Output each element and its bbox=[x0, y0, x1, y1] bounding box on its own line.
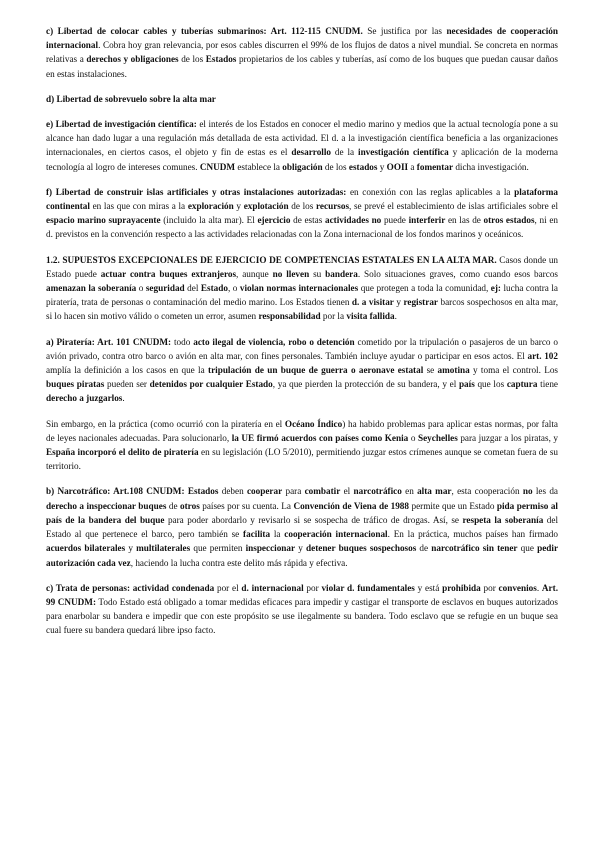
bold-text: detenidos por cualquier Estado bbox=[149, 379, 273, 390]
text: o bbox=[136, 283, 146, 294]
bold-text: espacio marino suprayacente bbox=[46, 215, 161, 226]
text: la bbox=[270, 529, 285, 540]
para-sobrevuelo bbox=[46, 92, 558, 106]
para-investigacion bbox=[46, 117, 558, 174]
bold-text: registrar bbox=[403, 297, 438, 308]
bold-text: actuar contra buques extranjeros bbox=[100, 268, 237, 279]
bold-text: multilaterales bbox=[136, 543, 191, 554]
bold-text: otros estados bbox=[483, 215, 535, 226]
bold-text: Convención de Viena de 1988 bbox=[293, 500, 409, 511]
text: . En la práctica, muchos países han firmado bbox=[387, 529, 558, 540]
bold-text: prohibida bbox=[442, 582, 481, 593]
bold-text: Seychelles bbox=[417, 432, 458, 443]
text: países por su cuenta. La bbox=[199, 500, 294, 511]
text: barcos sospechosos en alta mar, si lo hacen sin motivo válido o cometen un error, asumen bbox=[46, 297, 558, 322]
text: Casos donde un Estado puede bbox=[46, 254, 559, 279]
text: y bbox=[393, 297, 404, 308]
text: deben bbox=[218, 486, 247, 497]
text: para bbox=[282, 486, 305, 497]
text: en las de bbox=[445, 215, 484, 226]
bold-text: estados bbox=[348, 161, 378, 172]
bold-text: Estado bbox=[200, 283, 228, 294]
bold-text: violan normas internacionales bbox=[239, 283, 359, 294]
bold-text: derechos y obligaciones bbox=[86, 54, 179, 65]
text: , haciendo la lucha contra este delito más rápida y efectiva. bbox=[130, 557, 348, 568]
bold-text: inspeccionar bbox=[245, 543, 296, 554]
bold-text: cooperar bbox=[246, 486, 283, 497]
bold-text: responsabilidad bbox=[258, 311, 321, 322]
bold-text: plataforma continental bbox=[46, 186, 558, 212]
bold-text: interferir bbox=[408, 215, 446, 226]
bold-text: desarrollo bbox=[291, 147, 331, 158]
text: y toma el control. Los bbox=[469, 365, 558, 376]
para-narcotrafico bbox=[46, 484, 558, 569]
bold-text: facilita bbox=[243, 529, 271, 540]
text: en conexión con las reglas aplicables a la bbox=[346, 186, 515, 197]
section-heading-supuestos bbox=[46, 253, 558, 324]
bold-text: bandera bbox=[325, 268, 358, 279]
bold-text: investigación científica bbox=[358, 147, 449, 158]
text: . bbox=[536, 582, 542, 593]
text: de bbox=[166, 500, 181, 511]
bold-text: c) Libertad de colocar cables y tuberías submarinos: Art. 112-115 CNUDM. bbox=[46, 26, 363, 36]
text: , ni en d. previstos en la convención respecto a las actividades relacionadas con la Zona internacional de los fondos marinos y oceánicos. bbox=[46, 215, 558, 240]
bold-text: amotina bbox=[437, 365, 470, 376]
text: el interés de los Estados en conocer el medio marino y medios que la actual tecnología pone a su alcance han dado lugar a una regulación más detallada de esta actividad. El d. a la investigación científica beneficia a las organizaciones internacionales, en ciertos casos, el objeto y fin de estas es el bbox=[46, 119, 558, 158]
text: (incluido la alta mar). El bbox=[160, 215, 258, 226]
bold-text: derecho a inspeccionar buques bbox=[46, 500, 167, 511]
text: Sin embargo, en la práctica (como ocurrió con la piratería en el bbox=[46, 418, 285, 429]
para-pirateria bbox=[46, 335, 558, 406]
bold-text: narcotráfico bbox=[353, 486, 402, 497]
text: de estas bbox=[290, 215, 325, 226]
text: el bbox=[340, 486, 354, 497]
text: , ya que pierden la protección de su bandera, y el bbox=[272, 379, 459, 390]
text: en su legislación (LO 5/2010), permitiendo juzgar estos crímenes aunque se cometan fuera de su territorio. bbox=[46, 447, 558, 472]
text: , aunque bbox=[236, 268, 273, 279]
text: , o bbox=[227, 283, 240, 294]
text: , se prevé el establecimiento de islas artificiales sobre el bbox=[349, 201, 558, 212]
text: todo bbox=[171, 336, 194, 347]
text: que protegen a toda la comunidad, bbox=[358, 283, 491, 294]
text: . bbox=[122, 393, 125, 404]
bold-text: amenazan la soberanía bbox=[46, 283, 137, 294]
text: tiene bbox=[537, 379, 558, 390]
text: su bbox=[309, 268, 326, 279]
text: en bbox=[401, 486, 418, 497]
bold-text: cooperación internacional bbox=[284, 529, 388, 540]
bold-text: combatir bbox=[304, 486, 341, 497]
text: y bbox=[295, 543, 306, 554]
bold-text: b) Narcotráfico: Art.108 CNUDM: bbox=[46, 486, 185, 497]
bold-text: art. 102 bbox=[527, 350, 558, 361]
bold-text: Océano Índico bbox=[284, 418, 343, 429]
text: de los bbox=[322, 161, 349, 172]
bold-text: no bbox=[522, 486, 533, 497]
bold-text: obligación bbox=[282, 161, 323, 172]
para-trata bbox=[46, 581, 558, 638]
bold-text: detener buques sospechosos bbox=[306, 543, 417, 554]
bold-text: d) Libertad de sobrevuelo sobre la alta mar bbox=[46, 93, 216, 104]
bold-text: seguridad bbox=[145, 283, 185, 294]
bold-text: violar d. fundamentales bbox=[321, 582, 415, 593]
text: . bbox=[394, 311, 397, 322]
text: les da bbox=[532, 486, 559, 497]
bold-text: fomentar bbox=[416, 161, 454, 172]
text: que los bbox=[474, 379, 507, 390]
bold-text: alta mar bbox=[417, 486, 452, 497]
text: se bbox=[423, 365, 438, 376]
bold-text: c) Trata de personas: actividad condenada bbox=[46, 582, 215, 593]
text: y bbox=[233, 201, 244, 212]
bold-text: necesidades de cooperación internacional bbox=[46, 26, 558, 51]
bold-text: explotación bbox=[243, 201, 289, 212]
bold-text: d. internacional bbox=[241, 582, 304, 593]
text: por bbox=[480, 582, 499, 593]
text: de los bbox=[178, 54, 206, 65]
bold-text: país bbox=[458, 379, 475, 390]
bold-text: captura bbox=[506, 379, 538, 390]
bold-text: convenios bbox=[498, 582, 537, 593]
text: de la bbox=[330, 147, 359, 158]
text: dicha investigación. bbox=[453, 161, 529, 172]
bold-text: Art. 99 CNUDM: bbox=[46, 582, 558, 607]
text: por el bbox=[214, 582, 242, 593]
bold-text: Estados bbox=[187, 486, 219, 497]
text: Todo Estado está obligado a tomar medidas eficaces para impedir y castigar el transporte de esclavos en buques autorizados para enarbolar su bandera e impedir que con este propósito se use ilegalmente su bandera. Todo esclavo que se refugie en un buque sea cual fuere su bandera quedará libre ipso facto. bbox=[46, 596, 558, 636]
text: establece la bbox=[235, 161, 283, 172]
bold-text: otros bbox=[180, 500, 200, 511]
bold-text: d. a visitar bbox=[351, 297, 394, 308]
bold-text: la UE firmó acuerdos con países como Kenia bbox=[231, 432, 409, 443]
text: que permiten bbox=[190, 543, 246, 554]
text: y bbox=[125, 543, 137, 554]
bold-text: ej: bbox=[490, 283, 501, 294]
text: cometido por la tripulación o pasajeros de un barco o avión privado, contra otro barco o avión en alta mar, con fines personales. También incluye ayudar o participar en esos actos. El bbox=[46, 336, 558, 361]
bold-text: a) Piratería: Art. 101 CNUDM: bbox=[46, 336, 172, 347]
text: de bbox=[416, 543, 432, 554]
text: de los bbox=[288, 201, 317, 212]
bold-text: Estados bbox=[205, 54, 237, 65]
text: lucha contra la piratería, trata de personas o contaminación del medio marino. Los Estados tienen bbox=[46, 283, 558, 308]
bold-text: actividades no bbox=[325, 215, 382, 226]
text: en las que con miras a la bbox=[89, 201, 188, 212]
text: y aplicación de la moderna tecnología al logro de intereses comunes. bbox=[46, 147, 559, 172]
text: y está bbox=[414, 582, 443, 593]
text: permite que un Estado bbox=[409, 500, 497, 511]
para-cables bbox=[46, 24, 558, 81]
text: del Estado al que pertenece el barco, pero también se bbox=[46, 514, 558, 540]
bold-text: respeta la soberanía bbox=[462, 514, 544, 525]
text: . Solo situaciones graves, como cuando esos barcos bbox=[357, 268, 558, 279]
bold-text: e) Libertad de investigación científica: bbox=[46, 119, 197, 130]
bold-text: ejercicio bbox=[257, 215, 291, 226]
bold-text: no lleven bbox=[272, 268, 310, 279]
text: del bbox=[184, 283, 201, 294]
document-page bbox=[46, 24, 558, 649]
bold-text: buques piratas bbox=[46, 379, 105, 390]
bold-text: OOII bbox=[386, 161, 409, 172]
bold-text: visita fallida bbox=[346, 311, 395, 322]
text: propietarios de los cables y tuberías, así como de los buques que puedan causar daños en estas instalaciones. bbox=[46, 54, 558, 79]
bold-text: narcotráfico sin tener bbox=[431, 543, 518, 554]
text: que bbox=[517, 543, 538, 554]
bold-text: acto ilegal de violencia, robo o detención bbox=[193, 336, 355, 347]
bold-text: recursos bbox=[316, 201, 350, 212]
text: por la bbox=[320, 311, 347, 322]
text: amplía la definición a los casos en que la bbox=[46, 365, 209, 376]
text: y bbox=[377, 161, 387, 172]
bold-text: 1.2. SUPUESTOS EXCEPCIONALES DE EJERCICIO DE COMPETENCIAS ESTATALES EN LA ALTA MAR. bbox=[46, 254, 497, 265]
text: puede bbox=[381, 215, 409, 226]
bold-text: derecho a juzgarlos bbox=[46, 393, 123, 404]
text: para poder abordarlo y revisarlo si se sospecha de tráfico de drogas. Así, se bbox=[164, 514, 463, 525]
bold-text: exploración bbox=[187, 201, 234, 212]
text: para juzgar a los piratas, y bbox=[457, 432, 559, 443]
text: a bbox=[408, 161, 417, 172]
para-indico bbox=[46, 417, 558, 474]
text: Se justifica por las bbox=[362, 26, 447, 36]
bold-text: tripulación de un buque de guerra o aeronave estatal bbox=[208, 365, 424, 376]
bold-text: f) Libertad de construir islas artificiales y otras instalaciones autorizadas: bbox=[46, 186, 347, 197]
text: o bbox=[408, 432, 418, 443]
para-islas bbox=[46, 185, 558, 242]
bold-text: CNUDM bbox=[199, 161, 236, 172]
text: por bbox=[303, 582, 322, 593]
bold-text: acuerdos bilaterales bbox=[46, 543, 126, 554]
text: . Cobra hoy gran relevancia, por esos cables discurren el 99% de los flujos de datos a nivel mundial. Se concreta en normas relativas a bbox=[46, 40, 558, 65]
text: , esta cooperación bbox=[451, 486, 523, 497]
bold-text: España incorporó el delito de piratería bbox=[46, 447, 199, 458]
bold-text: pida permiso al país de la bandera del buque bbox=[46, 500, 558, 525]
bold-text: pedir autorización cada vez bbox=[46, 543, 559, 568]
text: ) ha habido problemas para aplicar estas normas, por falta de leyes nacionales adecuadas. Para solucionarlo, bbox=[46, 418, 558, 443]
text: pueden ser bbox=[104, 379, 150, 390]
